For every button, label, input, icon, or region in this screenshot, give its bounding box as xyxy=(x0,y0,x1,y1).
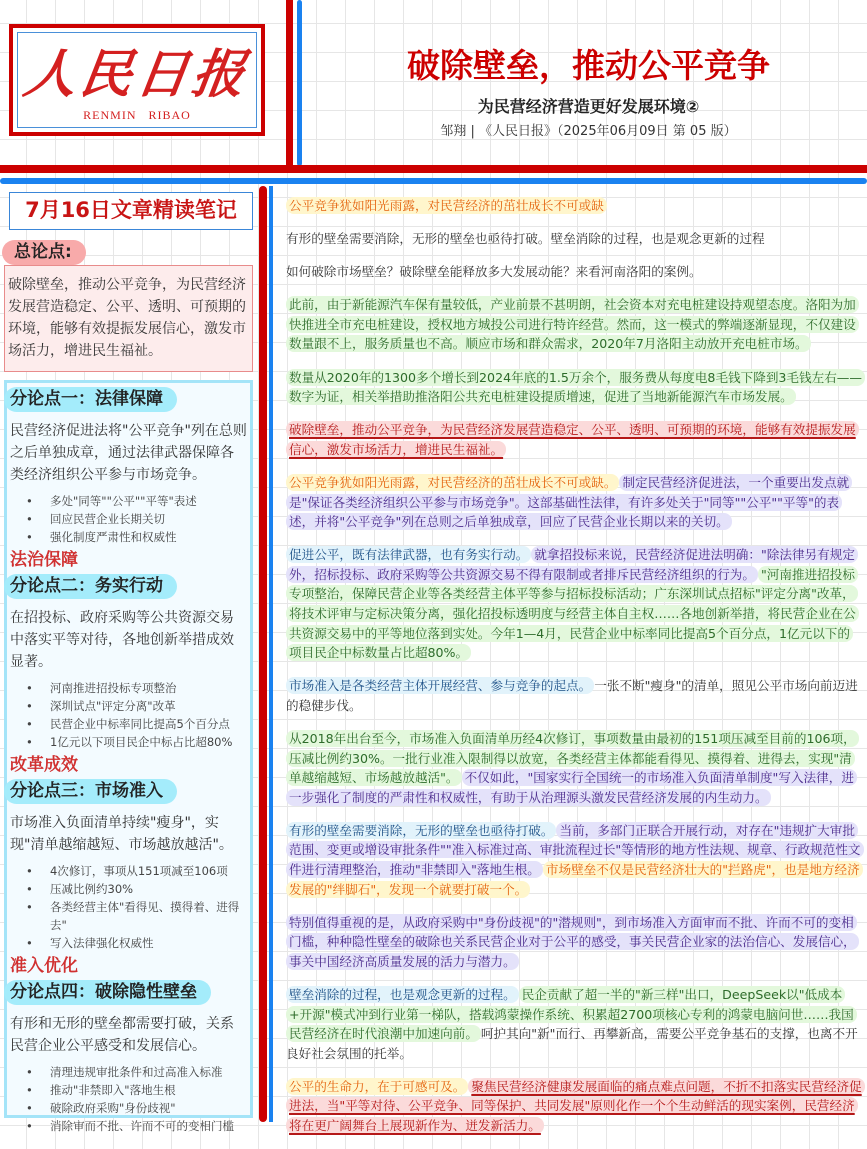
highlight-purple: 就拿招投标来说，民营经济促进法明确："除法律另有规定外，招标投标、政府采购等公共资源交易不得有限制或者排斥民营经济组织的行为。 xyxy=(286,546,858,583)
highlight-yellow: 公平的生命力，在于可感可及。 xyxy=(286,1078,468,1095)
article-paragraph xyxy=(286,821,862,899)
divider-vertical-blue-bottom xyxy=(269,186,273,1122)
logo-chinese: 人民日报 xyxy=(19,44,253,105)
highlight-yellow: 公平竞争犹如阳光雨露，对民营经济的茁壮成长不可或缺 xyxy=(286,197,607,214)
bullet-item: • 多处"同等""公平""平等"表述 xyxy=(10,492,247,510)
sub-point-tag: 法治保障 xyxy=(10,550,78,570)
article-paragraph xyxy=(286,196,862,216)
highlight-blue: 促进公平，既有法律武器，也有务实行动。 xyxy=(286,546,531,563)
highlight-purple: 制定民营经济促进法，一个重要出发点就是"保证各类经济组织公平参与市场竞争"。这部基础性法律，有许多处关于"同等""公平""平等"的表述，并将"公平竞争"列在总则之后单独成章，回应了民营企业长期以来的关切。 xyxy=(286,474,852,530)
divider-vertical-blue-top xyxy=(297,0,302,166)
sub-point-tag: 准入优化 xyxy=(10,956,78,976)
bullet-item: • 民营企业中标率同比提高5个百分点 xyxy=(10,715,247,733)
sub-point-tag: 改革成效 xyxy=(10,755,78,775)
sub-points-panel xyxy=(4,380,253,1133)
article-paragraph xyxy=(286,473,862,532)
article-paragraph xyxy=(286,420,862,459)
highlight-green: 从2018年出台至今，市场准入负面清单历经4次修订，事项数量由最初的151项压减至目前的106项，压减比例约30%。一批行业准入限制得以放宽，各类经营主体都能看得见、摸得着、进得去，实现"清单越缩越短、市场越放越活"。 xyxy=(286,730,859,786)
sub-point-bullets xyxy=(10,862,247,952)
sub-point-bullets xyxy=(10,1063,247,1135)
bullet-item: • 破除政府采购"身份歧视" xyxy=(10,1099,247,1117)
sub-point-text: 有形和无形的壁垒都需要打破，关系民营企业公平感受和发展信心。 xyxy=(10,1016,234,1054)
bullet-item: • 写入法律强化权威性 xyxy=(10,934,247,952)
highlight-blue: 壁垒消除的过程，也是观念更新的过程。 xyxy=(286,986,519,1003)
bullet-item: • 1亿元以下项目民企中标占比超80% xyxy=(10,733,247,751)
divider-vertical-red-bottom xyxy=(259,186,267,1122)
highlight-red: 聚焦民营经济健康发展面临的痛点难点问题，不折不扣落实民营经济促进法，当"平等对待、公平竞争、同等保护、共同发展"原则化作一个个生动鲜活的现实案例，民营经济将在更广阔舞台上展现新作为、迸发新活力。 xyxy=(286,1078,865,1134)
bullet-item: • 推动"非禁即入"落地生根 xyxy=(10,1081,247,1099)
sub-point-heading: 分论点二：务实行动 xyxy=(4,574,177,599)
article-paragraph xyxy=(286,676,862,715)
notes-title: 7月16日文章精读笔记 xyxy=(9,192,253,230)
highlight-blue: 有形的壁垒需要消除，无形的壁垒也亟待打破。 xyxy=(286,822,556,839)
article-paragraph xyxy=(286,229,862,249)
divider-vertical-red-top xyxy=(286,0,293,172)
logo-english: RENMIN RIBAO xyxy=(83,108,191,122)
highlight-purple: 特别值得重视的是，从政府采购中"身份歧视"的"潜规则"，到市场准入方面审而不批、许而不可的变相门槛，种种隐性壁垒的破除也关系民营企业对于公平的感受，事关民营企业家的法治信心、发展信心，事关中国经济高质量发展的活力与潜力。 xyxy=(286,914,859,970)
sub-point-text: 在招投标、政府采购等公共资源交易中落实平等对待，各地创新举措成效显著。 xyxy=(10,610,234,670)
renmin-ribao-logo xyxy=(9,24,265,136)
article-title: 破除壁垒，推动公平竞争 xyxy=(407,46,770,85)
bullet-item: • 回应民营企业长期关切 xyxy=(10,510,247,528)
article-paragraph xyxy=(286,368,862,407)
sub-point-text: 民营经济促进法将"公平竞争"列在总则之后单独成章，通过法律武器保障各类经济组织公平参与市场竞争。 xyxy=(10,423,247,483)
highlight-green: 此前，由于新能源汽车保有量较低，产业前景不甚明朗，社会资本对充电桩建设持观望态度。洛阳为加快推进全市充电桩建设，授权地方城投公司进行特许经营。然而，这一模式的弊端逐渐显现，不仅建设数量跟不上，服务质量也不高。顺应市场和群众需求，2020年7月洛阳主动放开充电桩市场。 xyxy=(286,296,859,352)
article-body xyxy=(286,196,862,1149)
sub-point-heading: 分论点三：市场准入 xyxy=(4,779,177,804)
highlight-plain: 一张不断"瘦身"的清单，照见公平市场向前迈进的稳健步伐。 xyxy=(286,678,858,713)
article-paragraph xyxy=(286,295,862,354)
article-subtitle: 为民营经济营造更好发展环境② xyxy=(477,97,700,116)
highlight-plain: 呵护其向"新"而行、再攀新高，需要公平竞争基石的支撑，也离不开良好社会氛围的托举。 xyxy=(286,1026,858,1061)
sub-point-bullets xyxy=(10,492,247,546)
article-byline: 邹翔 | 《人民日报》（2025年06月09日 第 05 版） xyxy=(440,124,737,139)
sub-point-heading: 分论点四：破除隐性壁垒 xyxy=(4,980,211,1005)
article-paragraph xyxy=(286,913,862,972)
bullet-item: • 消除审而不批、许而不可的变相门槛 xyxy=(10,1117,247,1135)
sub-point-heading: 分论点一：法律保障 xyxy=(4,387,177,412)
bullet-item: • 清理违规审批条件和过高准入标准 xyxy=(10,1063,247,1081)
highlight-green: 民企贡献了超一半的"新三样"出口，DeepSeek以"低成本+开源"模式冲到行业第一梯队，搭载鸿蒙操作系统、积累超2700项核心专利的鸿蒙电脑问世……我国民营经济在时代浪潮中加速向前。 xyxy=(286,986,857,1042)
article-paragraph xyxy=(286,262,862,282)
article-paragraph xyxy=(286,729,862,807)
article-paragraph xyxy=(286,545,862,663)
highlight-plain: 如何破除市场壁垒？破除壁垒能释放多大发展动能？来看河南洛阳的案例。 xyxy=(286,264,702,280)
bullet-item: • 强化制度严肃性和权威性 xyxy=(10,528,247,546)
article-paragraph xyxy=(286,985,862,1063)
bullet-item: • 河南推进招投标专项整治 xyxy=(10,679,247,697)
bullet-item: • 深圳试点"评定分离"改革 xyxy=(10,697,247,715)
highlight-green: "河南推进招投标专项整治，保障民营企业等各类经营主体平等参与招标投标活动；广东深圳试点招标"评定分离"改革，将技术评审与定标决策分离，强化招投标透明度与经营主体自主权……各地创新举措，将民营企业在公共资源交易中的平等地位落到实处。今年1—4月，民营企业中标率同比提高5个百分点，1亿元以下的项目民企中标数量占比超80%。 xyxy=(286,566,859,661)
main-point-text: 破除壁垒，推动公平竞争，为民营经济发展营造稳定、公平、透明、可预期的环境，能够有效提振发展信心，激发市场活力，增进民生福祉。 xyxy=(4,265,253,372)
divider-horizontal-red xyxy=(0,165,867,173)
sub-point-text: 市场准入负面清单持续"瘦身"，实现"清单越缩越短、市场越放越活"。 xyxy=(10,815,233,853)
highlight-yellow: 公平竞争犹如阳光雨露，对民营经济的茁壮成长不可或缺。 xyxy=(286,474,619,491)
highlight-blue: 市场准入是各类经营主体开展经营、参与竞争的起点。 xyxy=(286,677,594,694)
bullet-item: • 4次修订，事项从151项减至106项 xyxy=(10,862,247,880)
bullet-item: • 压减比例约30% xyxy=(10,880,247,898)
highlight-purple: 不仅如此，"国家实行全国统一的市场准入负面清单制度"写入法律，进一步强化了制度的严肃性和权威性，有助于从治理源头激发民营经济发展的内生动力。 xyxy=(286,769,857,806)
article-paragraph xyxy=(286,1077,862,1136)
highlight-purple: 当前，多部门正联合开展行动，对存在"违规扩大审批范围、变更或增设审批条件""准入标准过高、审批流程过长"等情形的地方性法规、规章、行政规范性文件进行清理整治，推动"非禁即入"落地生根。 xyxy=(286,822,864,878)
highlight-red: 破除壁垒，推动公平竞争，为民营经济发展营造稳定、公平、透明、可预期的环境，能够有效提振发展信心，激发市场活力，增进民生福祉。 xyxy=(286,421,859,458)
divider-horizontal-blue xyxy=(0,178,867,184)
highlight-plain: 有形的壁垒需要消除，无形的壁垒也亟待打破。壁垒消除的过程，也是观念更新的过程 xyxy=(286,231,765,247)
main-point-label: 总论点: xyxy=(2,240,86,265)
bullet-item: • 各类经营主体"看得见、摸得着、进得去" xyxy=(10,898,247,934)
highlight-yellow: 市场壁垒不仅是民营经济壮大的"拦路虎"，也是地方经济发展的"绊脚石"，发现一个就要打破一个。 xyxy=(286,861,863,898)
highlight-green: 数量从2020年的1300多个增长到2024年底的1.5万余个，服务费从每度电8毛钱下降到3毛钱左右——数字为证，相关举措助推洛阳公共充电桩建设提质增速，促进了当地新能源汽车市场发展。 xyxy=(286,369,865,406)
sub-point-bullets xyxy=(10,679,247,751)
